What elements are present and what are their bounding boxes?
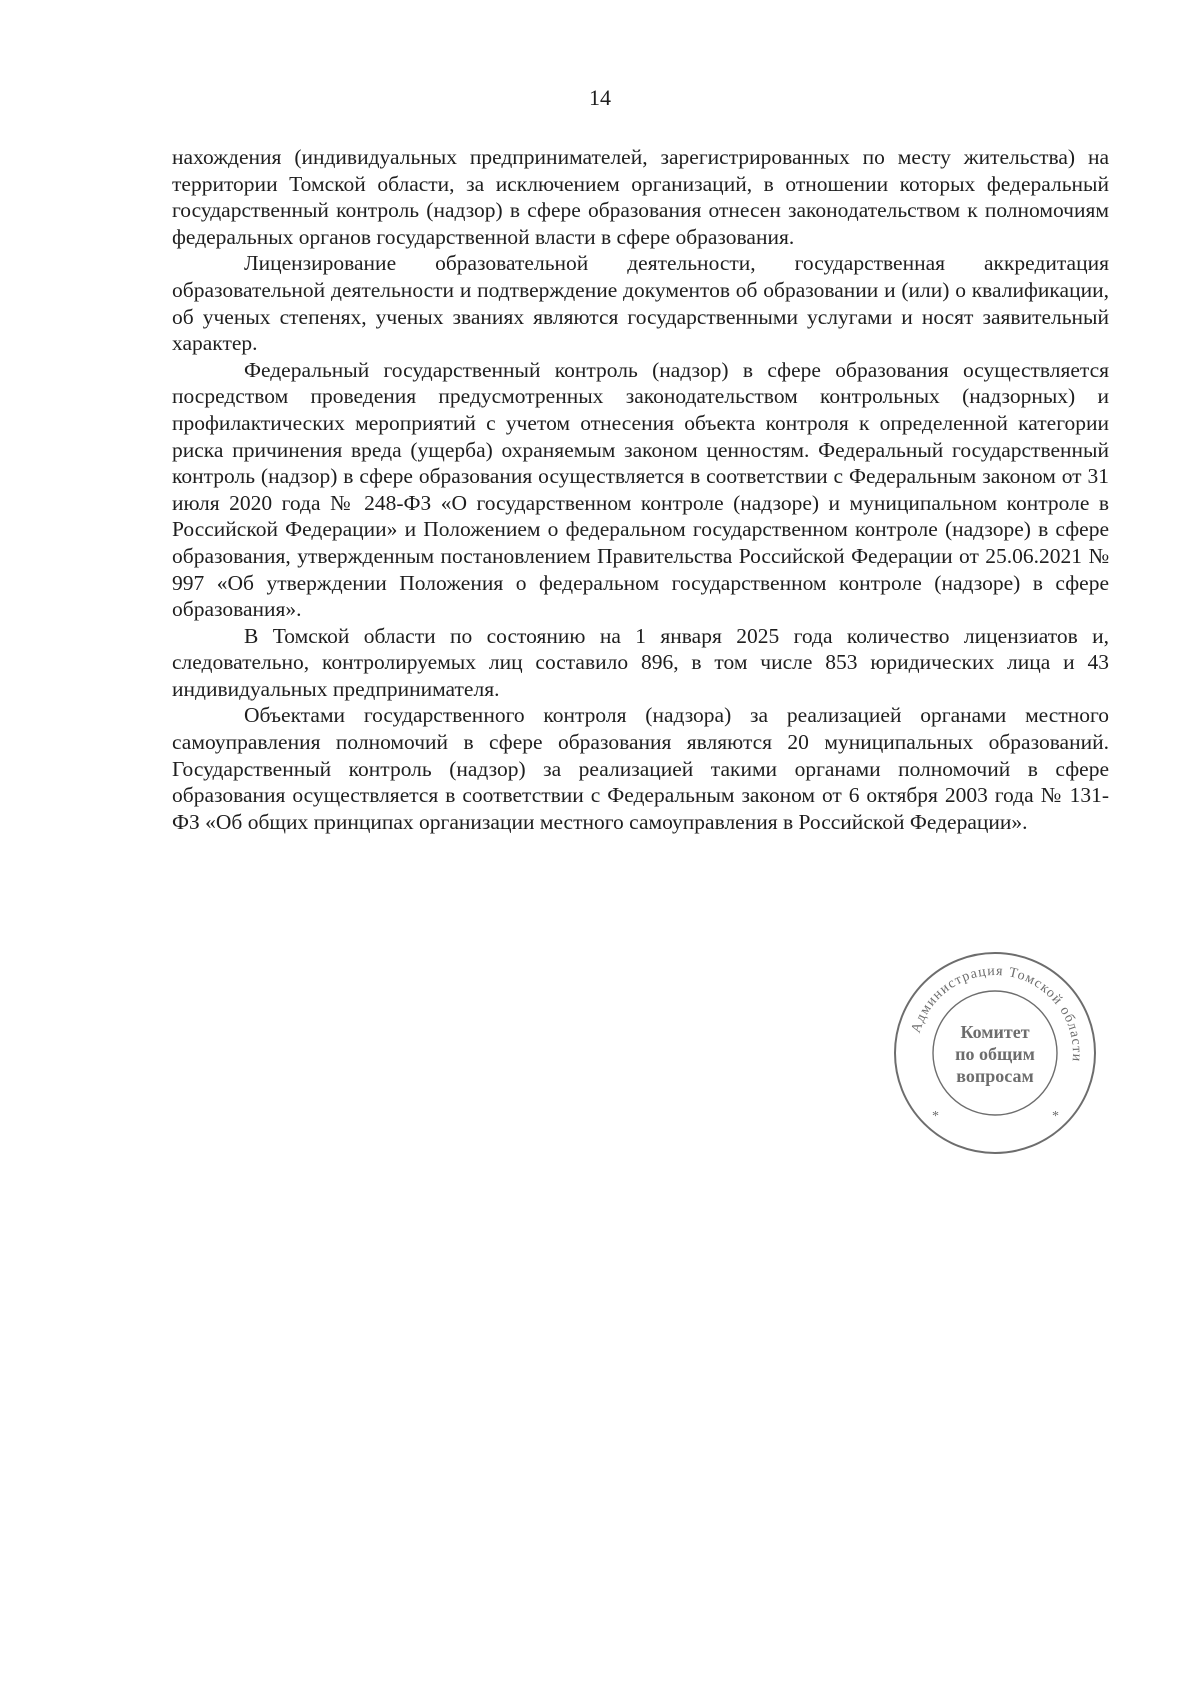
- paragraph-licensing: Лицензирование образовательной деятельности, государственная аккредитация образовательной деятельности и подтверждение документов об образовании и (или) о квалификации, об ученых степенях, ученых званиях являются государственными услугами и носят заявительный характер.: [172, 251, 1109, 356]
- official-stamp: [892, 950, 1098, 1156]
- star-icon: *: [932, 1109, 939, 1124]
- stamp-center-line-3: вопросам: [956, 1066, 1034, 1086]
- stamp-center-line-1: Комитет: [960, 1022, 1030, 1042]
- stamp-center-line-2: по общим: [955, 1044, 1035, 1064]
- page-number: 14: [589, 85, 611, 110]
- paragraph-municipal-control: Объектами государственного контроля (надзора) за реализацией органами местного самоуправления полномочий в сфере образования являются 20 муниципальных образований. Государственный контроль (надзор) за реализацией такими органами полномочий в сфере образования осуществляется в соответствии с Федеральным законом от 6 октября 2003 года № 131-ФЗ «Об общих принципах организации местного самоуправления в Российской Федерации».: [172, 703, 1109, 834]
- document-body: [172, 144, 1109, 835]
- stamp-ring-text: Администрация Томской области: [908, 963, 1085, 1063]
- paragraph-continuation: нахождения (индивидуальных предпринимателей, зарегистрированных по месту жительства) на территории Томской области, за исключением организаций, в отношении которых федеральный государственный контроль (надзор) в сфере образования отнесен законодательством к полномочиям федеральных органов государственной власти в сфере образования.: [172, 145, 1109, 249]
- star-icon: *: [1052, 1109, 1059, 1124]
- paragraph-federal-control: Федеральный государственный контроль (надзор) в сфере образования осуществляется посредством проведения предусмотренных законодательством контрольных (надзорных) и профилактических мероприятий с учетом отнесения объекта контроля к определенной категории риска причинения вреда (ущерба) охраняемым законом ценностям. Федеральный государственный контроль (надзор) в сфере образования осуществляется в соответствии с Федеральным законом от 31 июля 2020 года № 248-ФЗ «О государственном контроле (надзоре) и муниципальном контроле в Российской Федерации» и Положением о федеральном государственном контроле (надзоре) в сфере образования, утвержденным постановлением Правительства Российской Федерации от 25.06.2021 № 997 «Об утверждении Положения о федеральном государственном контроле (надзоре) в сфере образования».: [172, 357, 1109, 622]
- paragraph-licensee-count: В Томской области по состоянию на 1 января 2025 года количество лицензиатов и, следовательно, контролируемых лиц составило 896, в том числе 853 юридических лица и 43 индивидуальных предпринимателя.: [172, 623, 1109, 701]
